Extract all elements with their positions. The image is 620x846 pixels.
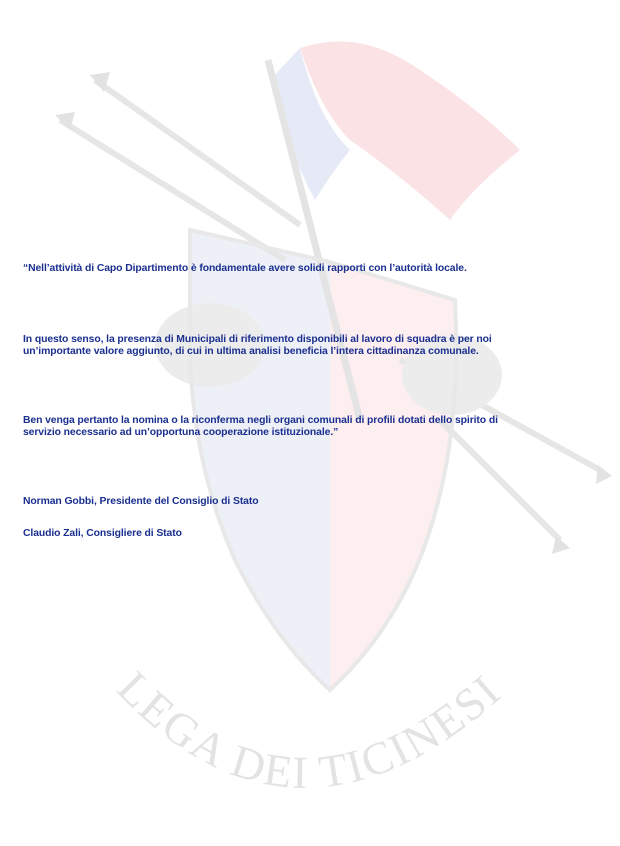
quote-line: servizio necessario ad un’opportuna cooperazione istituzionale.”: [23, 427, 339, 438]
svg-text:LEGA DEI TICINESI: [108, 662, 511, 799]
quote-line: un’importante valore aggiunto, di cui in ultima analisi beneficia l’intera cittadinanza comunale.: [23, 346, 479, 357]
signature-norman-gobbi: Norman Gobbi, Presidente del Consiglio di Stato: [23, 496, 259, 507]
quote-line: Ben venga pertanto la nomina o la riconferma negli organi comunali di profili dotati dello spirito di: [23, 415, 498, 426]
quote-paragraph-3: [23, 415, 603, 439]
quote-line: “Nell’attività di Capo Dipartimento è fondamentale avere solidi rapporti con l’autorità locale.: [23, 263, 467, 274]
quote-line: In questo senso, la presenza di Municipali di riferimento disponibili al lavoro di squadra è per noi: [23, 334, 492, 345]
watermark-text: LEGA DEI TICINESI: [107, 661, 511, 799]
quote-paragraph-2: [23, 334, 603, 358]
quote-paragraph-1: [23, 263, 603, 275]
signature-claudio-zali: Claudio Zali, Consigliere di Stato: [23, 528, 182, 539]
